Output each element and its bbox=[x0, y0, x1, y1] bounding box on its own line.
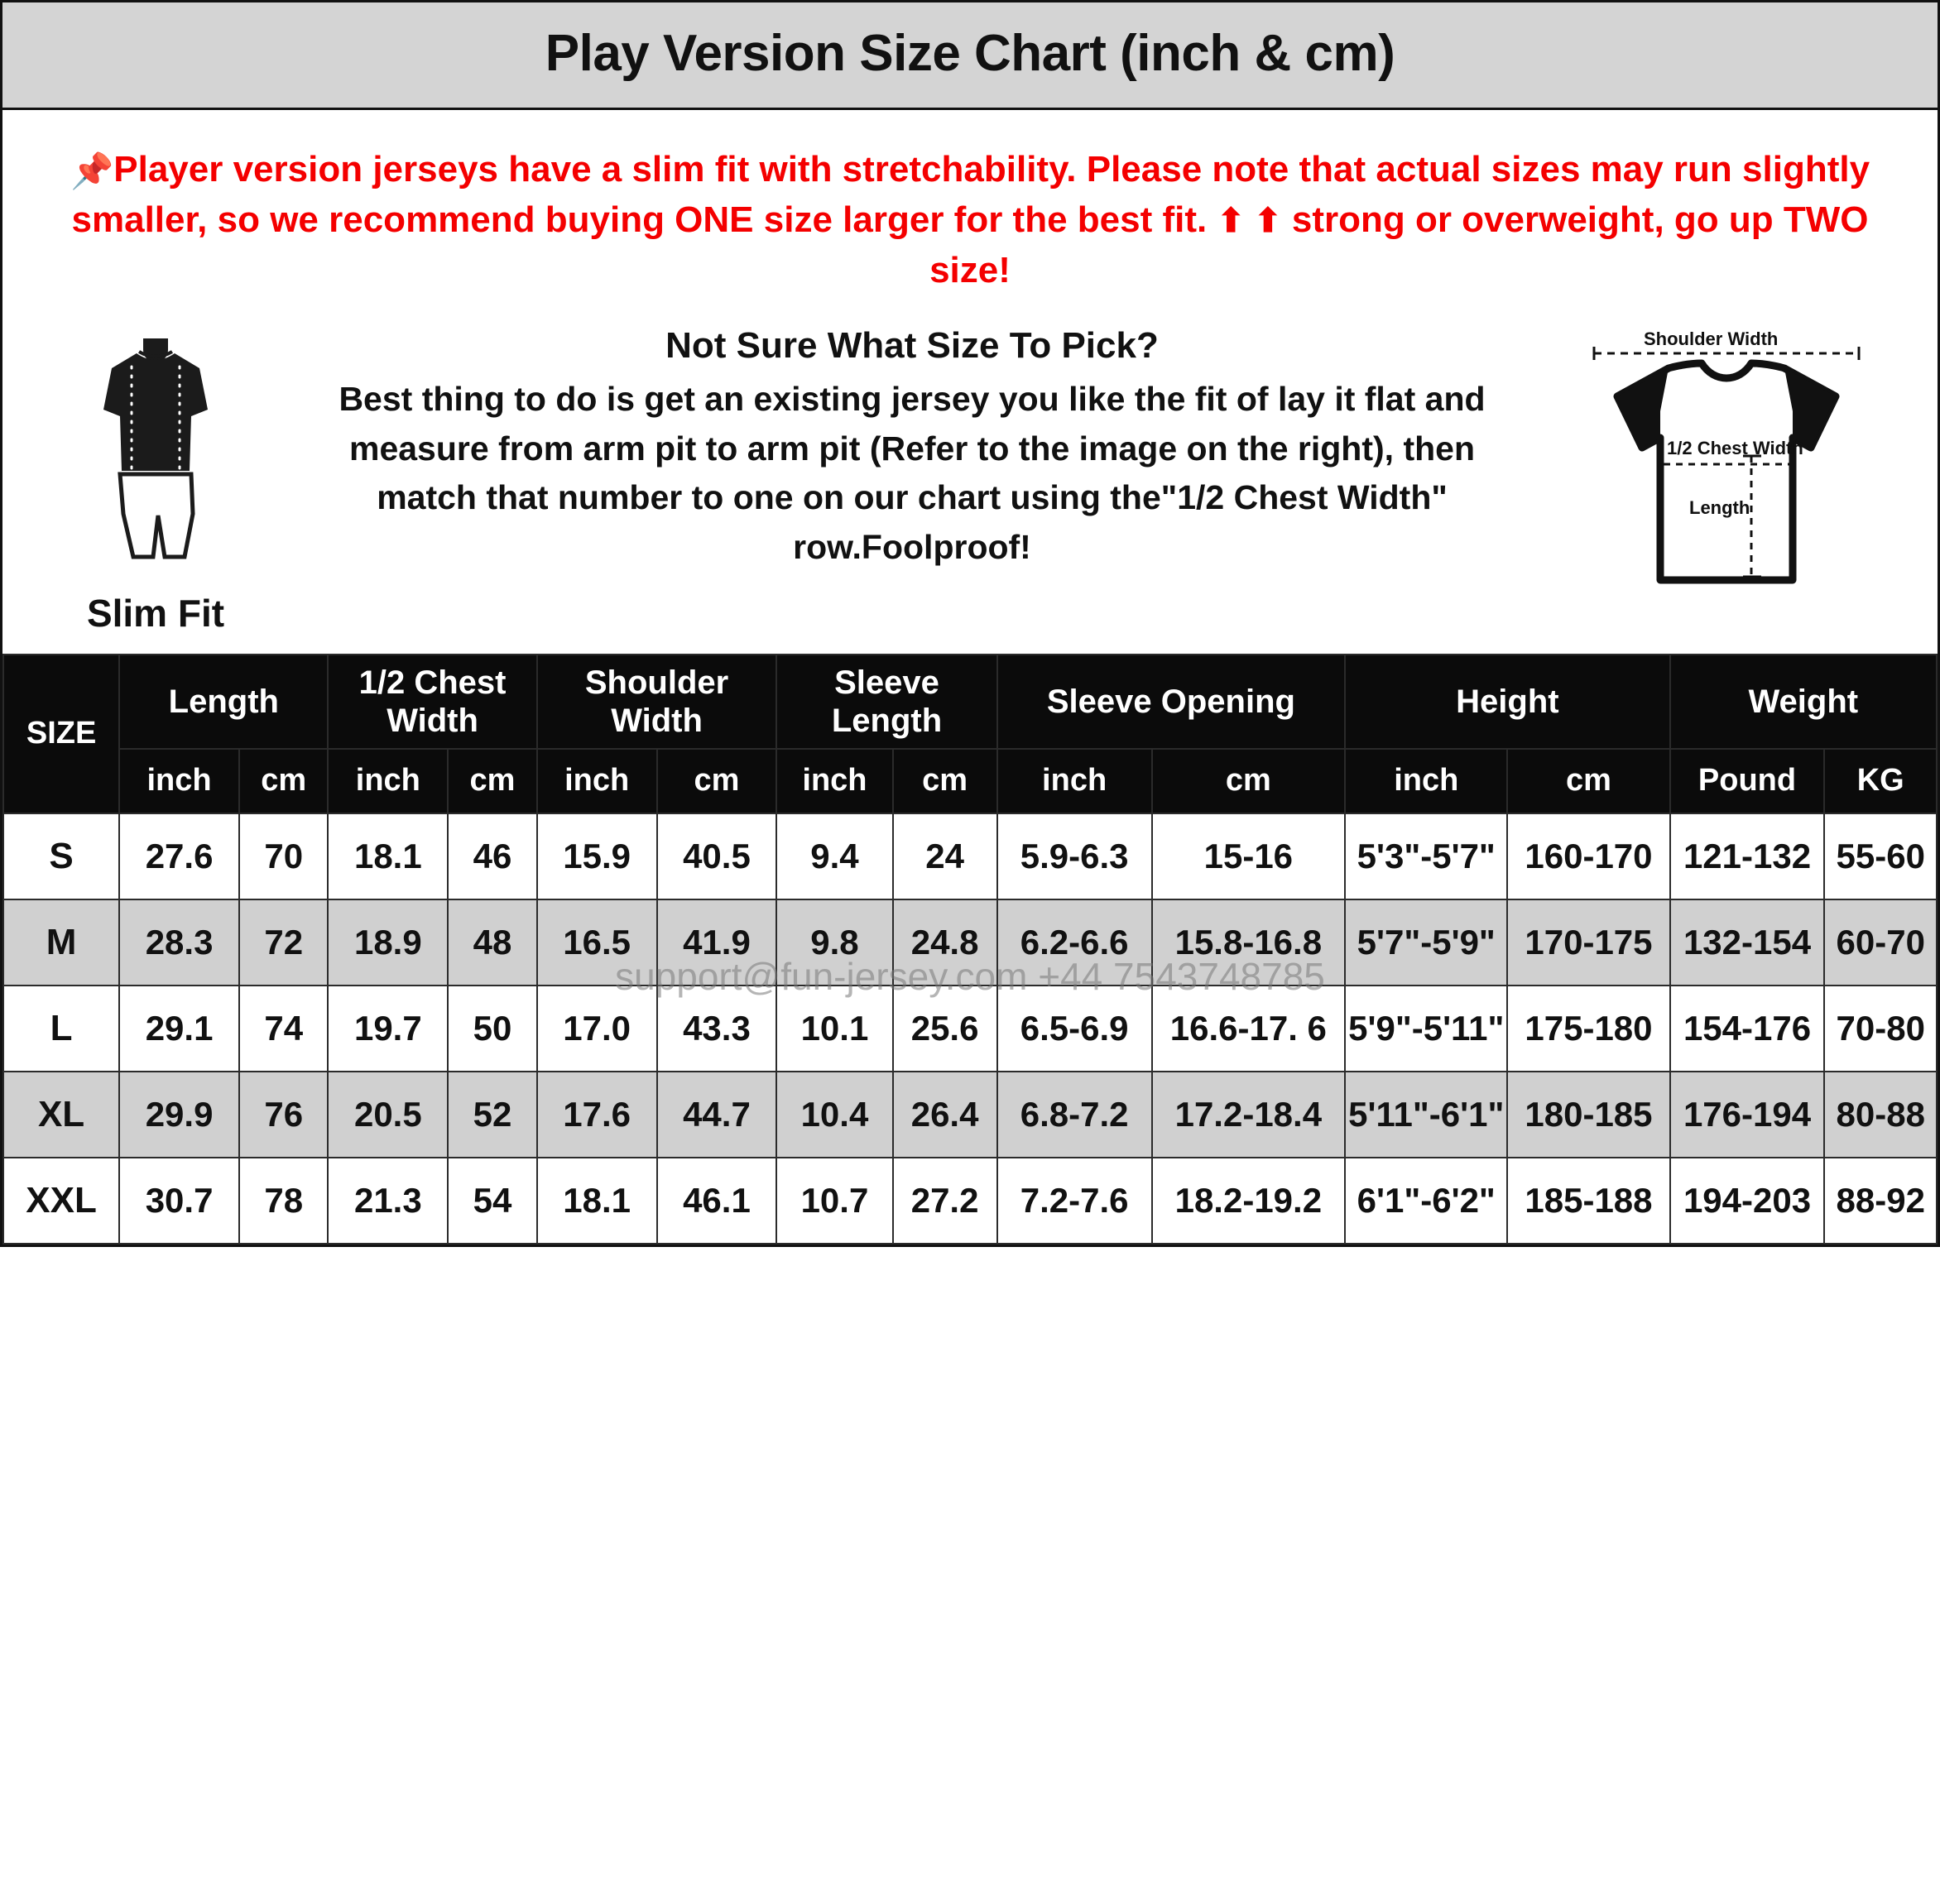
cell: 26.4 bbox=[893, 1072, 997, 1158]
cell: 6'1"-6'2" bbox=[1345, 1158, 1507, 1244]
cell: 54 bbox=[448, 1158, 536, 1244]
unit-chest-inch: inch bbox=[328, 749, 448, 813]
cell: 72 bbox=[239, 899, 328, 986]
cell: 74 bbox=[239, 986, 328, 1072]
cell: 5'9"-5'11" bbox=[1345, 986, 1507, 1072]
cell: 20.5 bbox=[328, 1072, 448, 1158]
unit-height-inch: inch bbox=[1345, 749, 1507, 813]
shoulder-width-label: Shoulder Width bbox=[1644, 329, 1779, 350]
header-size: SIZE bbox=[3, 655, 119, 813]
slim-fit-label: Slim Fit bbox=[86, 592, 225, 635]
cell: 30.7 bbox=[119, 1158, 239, 1244]
unit-opening-cm: cm bbox=[1152, 749, 1346, 813]
cell: 52 bbox=[448, 1072, 536, 1158]
row-size: XL bbox=[3, 1072, 119, 1158]
cell: 180-185 bbox=[1507, 1072, 1669, 1158]
cell: 15-16 bbox=[1152, 813, 1346, 899]
cell: 25.6 bbox=[893, 986, 997, 1072]
unit-shoulder-inch: inch bbox=[537, 749, 657, 813]
advice-question: Not Sure What Size To Pick? bbox=[665, 325, 1159, 367]
row-size: L bbox=[3, 986, 119, 1072]
cell: 154-176 bbox=[1670, 986, 1825, 1072]
table-row bbox=[3, 899, 1937, 986]
cell: 46 bbox=[448, 813, 536, 899]
cell: 18.1 bbox=[537, 1158, 657, 1244]
cell: 15.8-16.8 bbox=[1152, 899, 1346, 986]
cell: 80-88 bbox=[1824, 1072, 1937, 1158]
cell: 17.0 bbox=[537, 986, 657, 1072]
cell: 27.2 bbox=[893, 1158, 997, 1244]
cell: 185-188 bbox=[1507, 1158, 1669, 1244]
cell: 60-70 bbox=[1824, 899, 1937, 986]
cell: 29.1 bbox=[119, 986, 239, 1072]
cell: 6.2-6.6 bbox=[997, 899, 1152, 986]
table-group-header-row bbox=[3, 655, 1937, 749]
cell: 6.5-6.9 bbox=[997, 986, 1152, 1072]
header-shoulder-width: Shoulder Width bbox=[537, 655, 777, 749]
table-row bbox=[3, 1072, 1937, 1158]
cell: 24 bbox=[893, 813, 997, 899]
cell: 175-180 bbox=[1507, 986, 1669, 1072]
cell: 5'3"-5'7" bbox=[1345, 813, 1507, 899]
watermark: support@fun-jersey.com +44 7543748785 bbox=[615, 955, 1325, 998]
cell: 28.3 bbox=[119, 899, 239, 986]
length-label: Length bbox=[1689, 497, 1750, 519]
cell: 76 bbox=[239, 1072, 328, 1158]
tshirt-measure-icon bbox=[1544, 332, 1909, 605]
slim-fit-body-icon bbox=[60, 330, 251, 578]
cell: 16.6-17. 6 bbox=[1152, 986, 1346, 1072]
cell: 50 bbox=[448, 986, 536, 1072]
title-bar bbox=[2, 2, 1938, 110]
sizing-advice bbox=[292, 317, 1532, 572]
unit-weight-kg: KG bbox=[1824, 749, 1937, 813]
unit-sleeve-cm: cm bbox=[893, 749, 997, 813]
header-height: Height bbox=[1345, 655, 1669, 749]
size-chart-table bbox=[2, 654, 1938, 1245]
cell: 18.2-19.2 bbox=[1152, 1158, 1346, 1244]
unit-opening-inch: inch bbox=[997, 749, 1152, 813]
cell: 21.3 bbox=[328, 1158, 448, 1244]
advice-body: Best thing to do is get an existing jersey you like the fit of lay it flat and measure from arm pit to arm pit (Refer to the image on the right), then match that number to one on our chart using the"1/2 Chest Width" row.Foolproof! bbox=[339, 380, 1486, 566]
shirt-diagram bbox=[1532, 317, 1921, 609]
header-sleeve-length: Sleeve Length bbox=[776, 655, 996, 749]
cell: 176-194 bbox=[1670, 1072, 1825, 1158]
header-length: Length bbox=[119, 655, 328, 749]
cell: 40.5 bbox=[657, 813, 777, 899]
cell: 160-170 bbox=[1507, 813, 1669, 899]
cell: 46.1 bbox=[657, 1158, 777, 1244]
cell: 9.4 bbox=[776, 813, 892, 899]
notice-text-primary: Player version jerseys have a slim fit with stretchability. Please note that actual sizes may run slightly smaller, so we recommend buying ONE size larger for the best fit. bbox=[71, 149, 1870, 240]
cell: 16.5 bbox=[537, 899, 657, 986]
header-weight: Weight bbox=[1670, 655, 1937, 749]
cell: 55-60 bbox=[1824, 813, 1937, 899]
cell: 121-132 bbox=[1670, 813, 1825, 899]
cell: 10.7 bbox=[776, 1158, 892, 1244]
cell: 6.8-7.2 bbox=[997, 1072, 1152, 1158]
pushpin-icon: 📌 bbox=[70, 151, 114, 190]
table-row bbox=[3, 1158, 1937, 1244]
unit-shoulder-cm: cm bbox=[657, 749, 777, 813]
table-row bbox=[3, 813, 1937, 899]
info-band bbox=[2, 304, 1938, 654]
fit-illustration bbox=[19, 317, 292, 635]
row-size: XXL bbox=[3, 1158, 119, 1244]
unit-weight-pound: Pound bbox=[1670, 749, 1825, 813]
unit-chest-cm: cm bbox=[448, 749, 536, 813]
cell: 27.6 bbox=[119, 813, 239, 899]
up-arrows-icon: ⬆ ⬆ bbox=[1217, 202, 1282, 239]
cell: 18.9 bbox=[328, 899, 448, 986]
cell: 70 bbox=[239, 813, 328, 899]
page-title: Play Version Size Chart (inch & cm) bbox=[545, 25, 1395, 82]
cell: 10.1 bbox=[776, 986, 892, 1072]
cell: 10.4 bbox=[776, 1072, 892, 1158]
cell: 88-92 bbox=[1824, 1158, 1937, 1244]
unit-length-inch: inch bbox=[119, 749, 239, 813]
cell: 48 bbox=[448, 899, 536, 986]
header-half-chest-width: 1/2 Chest Width bbox=[328, 655, 536, 749]
notice-text-secondary: strong or overweight, go up TWO size! bbox=[929, 199, 1869, 290]
cell: 5'7"-5'9" bbox=[1345, 899, 1507, 986]
cell: 132-154 bbox=[1670, 899, 1825, 986]
cell: 19.7 bbox=[328, 986, 448, 1072]
cell: 44.7 bbox=[657, 1072, 777, 1158]
header-sleeve-opening: Sleeve Opening bbox=[997, 655, 1345, 749]
cell: 15.9 bbox=[537, 813, 657, 899]
table-unit-header-row bbox=[3, 749, 1937, 813]
cell: 17.2-18.4 bbox=[1152, 1072, 1346, 1158]
cell: 9.8 bbox=[776, 899, 892, 986]
cell: 7.2-7.6 bbox=[997, 1158, 1152, 1244]
cell: 194-203 bbox=[1670, 1158, 1825, 1244]
half-chest-width-label: 1/2 Chest Width bbox=[1667, 438, 1803, 459]
cell: 170-175 bbox=[1507, 899, 1669, 986]
cell: 5'11"-6'1" bbox=[1345, 1072, 1507, 1158]
cell: 78 bbox=[239, 1158, 328, 1244]
cell: 41.9 bbox=[657, 899, 777, 986]
row-size: S bbox=[3, 813, 119, 899]
row-size: M bbox=[3, 899, 119, 986]
cell: 70-80 bbox=[1824, 986, 1937, 1072]
cell: 18.1 bbox=[328, 813, 448, 899]
unit-length-cm: cm bbox=[239, 749, 328, 813]
cell: 43.3 bbox=[657, 986, 777, 1072]
unit-sleeve-inch: inch bbox=[776, 749, 892, 813]
unit-height-cm: cm bbox=[1507, 749, 1669, 813]
table-row bbox=[3, 986, 1937, 1072]
sizing-notice bbox=[2, 110, 1938, 304]
cell: 29.9 bbox=[119, 1072, 239, 1158]
cell: 17.6 bbox=[537, 1072, 657, 1158]
cell: 5.9-6.3 bbox=[997, 813, 1152, 899]
cell: 24.8 bbox=[893, 899, 997, 986]
